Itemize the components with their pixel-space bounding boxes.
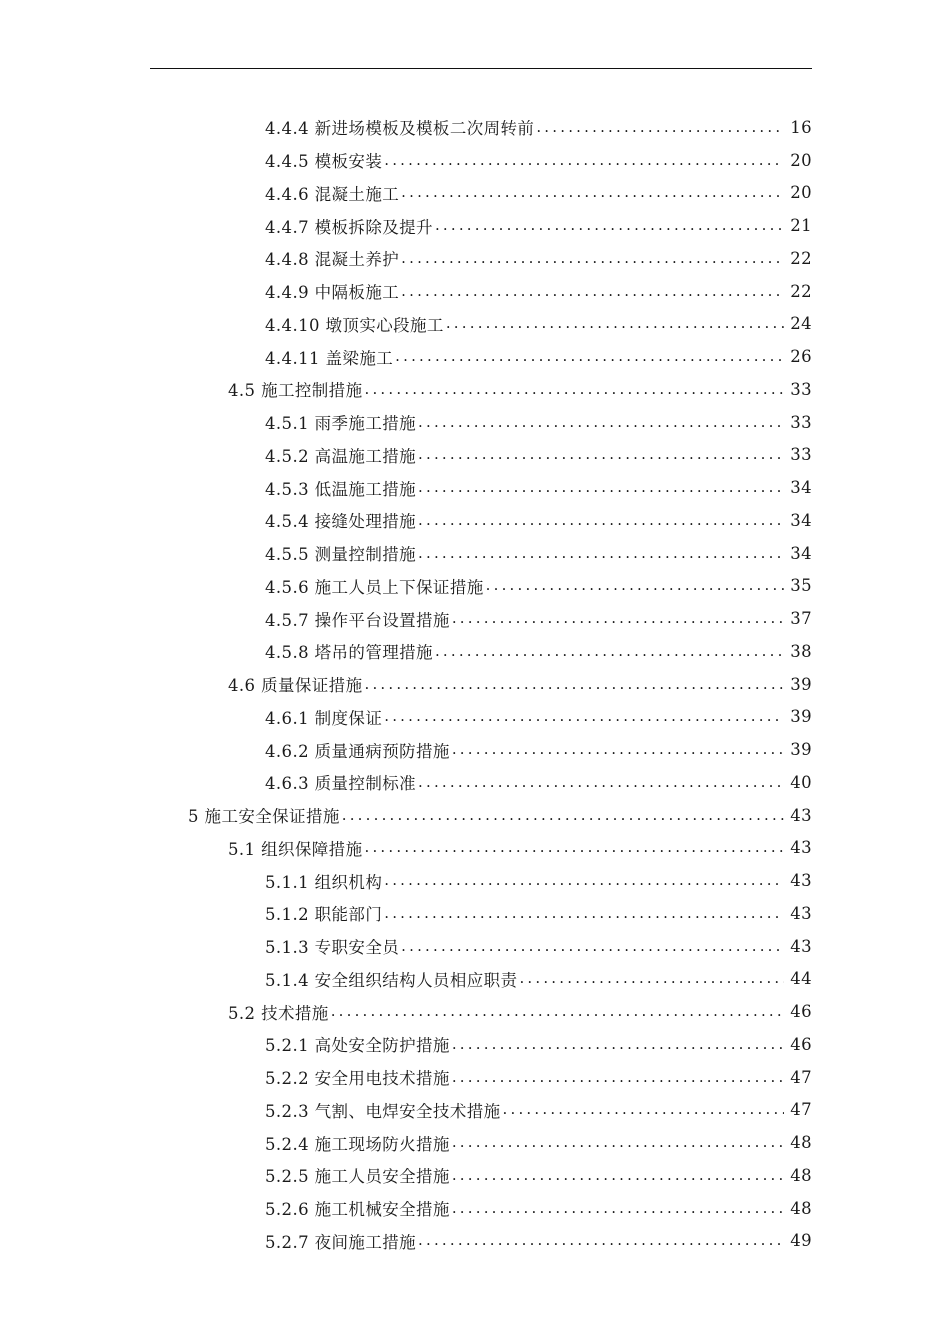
toc-entry-title: 4.5.6 施工人员上下保证措施 <box>265 577 484 597</box>
toc-page-number: 33 <box>790 412 812 432</box>
toc-page-number: 48 <box>790 1198 812 1218</box>
toc-page-number: 43 <box>790 903 812 923</box>
toc-page-number: 38 <box>790 641 812 661</box>
toc-page-number: 26 <box>790 347 812 367</box>
toc-dot-leader <box>536 120 784 135</box>
toc-dot-leader <box>446 316 784 331</box>
toc-page-number: 44 <box>790 969 812 989</box>
toc-dot-leader <box>418 480 784 495</box>
toc-page-number: 35 <box>790 576 812 596</box>
toc-page-number: 24 <box>790 314 812 334</box>
toc-entry[interactable] <box>0 930 950 963</box>
toc-entry[interactable] <box>0 439 950 472</box>
toc-entry-title: 5.2.3 气割、电焊安全技术措施 <box>265 1101 501 1121</box>
toc-dot-leader <box>401 939 784 954</box>
toc-entry[interactable] <box>0 1159 950 1192</box>
toc-entry[interactable] <box>0 602 950 635</box>
toc-dot-leader <box>452 1070 784 1085</box>
toc-entry[interactable] <box>0 373 950 406</box>
toc-page-number: 40 <box>790 772 812 792</box>
toc-page-number: 34 <box>790 510 812 530</box>
toc-entry[interactable] <box>0 635 950 668</box>
toc-entry-title: 5 施工安全保证措施 <box>188 807 340 827</box>
toc-entry[interactable] <box>0 1094 950 1127</box>
toc-page-number: 43 <box>790 838 812 858</box>
toc-dot-leader <box>435 644 784 659</box>
toc-dot-leader <box>452 742 784 757</box>
toc-dot-leader <box>418 513 784 528</box>
toc-entry[interactable] <box>0 177 950 210</box>
toc-entry-title: 4.4.8 混凝土养护 <box>265 250 400 270</box>
toc-dot-leader <box>486 578 784 593</box>
toc-entry[interactable] <box>0 799 950 832</box>
toc-page-number: 39 <box>790 740 812 760</box>
toc-entry[interactable] <box>0 1061 950 1094</box>
toc-entry-title: 5.1.1 组织机构 <box>265 872 383 892</box>
toc-entry[interactable] <box>0 995 950 1028</box>
toc-page-number: 37 <box>790 609 812 629</box>
toc-dot-leader <box>452 1135 784 1150</box>
toc-dot-leader <box>365 840 785 855</box>
toc-dot-leader <box>503 1102 784 1117</box>
toc-dot-leader <box>401 251 784 266</box>
toc-dot-leader <box>452 1201 784 1216</box>
toc-page-number: 33 <box>790 445 812 465</box>
toc-page-number: 43 <box>790 871 812 891</box>
toc-page-number: 47 <box>790 1100 812 1120</box>
toc-entry-title: 5.1 组织保障措施 <box>228 839 363 859</box>
toc-page-number: 46 <box>790 1002 812 1022</box>
toc-page-number: 49 <box>790 1231 812 1251</box>
toc-entry-title: 4.4.10 墩顶实心段施工 <box>265 315 444 335</box>
toc-entry-title: 4.5.5 测量控制措施 <box>265 545 417 565</box>
toc-entry[interactable] <box>0 504 950 537</box>
toc-entry-title: 4.4.9 中隔板施工 <box>265 283 400 303</box>
toc-page-number: 22 <box>790 281 812 301</box>
toc-dot-leader <box>401 185 784 200</box>
toc-entry[interactable] <box>0 963 950 996</box>
toc-page-number: 20 <box>790 150 812 170</box>
toc-dot-leader <box>401 284 784 299</box>
toc-dot-leader <box>519 971 784 986</box>
toc-page-number: 16 <box>790 117 812 137</box>
toc-entry-title: 4.6 质量保证措施 <box>228 676 363 696</box>
toc-entry-title: 4.5.8 塔吊的管理措施 <box>265 643 433 663</box>
toc-page-number: 48 <box>790 1165 812 1185</box>
toc-page-number: 39 <box>790 707 812 727</box>
toc-dot-leader <box>331 1004 784 1019</box>
toc-dot-leader <box>418 447 784 462</box>
toc-dot-leader <box>342 808 784 823</box>
toc-dot-leader <box>418 1233 784 1248</box>
toc-dot-leader <box>452 1037 784 1052</box>
toc-entry-title: 5.2.6 施工机械安全措施 <box>265 1200 450 1220</box>
toc-dot-leader <box>418 775 784 790</box>
toc-entry[interactable] <box>0 832 950 865</box>
toc-entry-title: 4.5.7 操作平台设置措施 <box>265 610 450 630</box>
toc-dot-leader <box>452 611 784 626</box>
toc-page-number: 22 <box>790 248 812 268</box>
toc-entry[interactable] <box>0 471 950 504</box>
toc-entry-title: 5.2 技术措施 <box>228 1003 329 1023</box>
table-of-contents <box>0 111 950 1257</box>
toc-entry-title: 4.5 施工控制措施 <box>228 381 363 401</box>
toc-dot-leader <box>418 415 784 430</box>
toc-page-number: 39 <box>790 674 812 694</box>
toc-page-number: 34 <box>790 478 812 498</box>
toc-dot-leader <box>384 153 784 168</box>
toc-entry-title: 4.4.6 混凝土施工 <box>265 184 400 204</box>
toc-page-number: 43 <box>790 936 812 956</box>
toc-entry-title: 5.2.4 施工现场防火措施 <box>265 1134 450 1154</box>
toc-entry[interactable] <box>0 275 950 308</box>
toc-entry[interactable] <box>0 308 950 341</box>
toc-entry[interactable] <box>0 766 950 799</box>
toc-entry[interactable] <box>0 1225 950 1258</box>
toc-entry[interactable] <box>0 340 950 373</box>
toc-dot-leader <box>384 873 784 888</box>
toc-entry[interactable] <box>0 570 950 603</box>
toc-entry[interactable] <box>0 1192 950 1225</box>
toc-entry[interactable] <box>0 111 950 144</box>
toc-dot-leader <box>384 906 784 921</box>
toc-dot-leader <box>365 382 785 397</box>
toc-entry-title: 5.1.3 专职安全员 <box>265 938 400 958</box>
toc-entry-title: 5.1.2 职能部门 <box>265 905 383 925</box>
toc-page-number: 21 <box>790 216 812 236</box>
toc-entry-title: 4.4.7 模板拆除及提升 <box>265 217 433 237</box>
toc-entry-title: 4.6.1 制度保证 <box>265 708 383 728</box>
toc-entry-title: 4.6.3 质量控制标准 <box>265 774 417 794</box>
toc-entry-title: 4.5.1 雨季施工措施 <box>265 414 417 434</box>
toc-entry-title: 5.2.7 夜间施工措施 <box>265 1232 417 1252</box>
toc-dot-leader <box>384 709 784 724</box>
toc-entry[interactable] <box>0 209 950 242</box>
toc-entry-title: 5.2.5 施工人员安全措施 <box>265 1167 450 1187</box>
toc-page-number: 47 <box>790 1067 812 1087</box>
toc-page-number: 33 <box>790 379 812 399</box>
toc-entry-title: 4.5.3 低温施工措施 <box>265 479 417 499</box>
toc-entry-title: 4.4.11 盖梁施工 <box>265 348 394 368</box>
toc-entry[interactable] <box>0 242 950 275</box>
toc-dot-leader <box>452 1168 784 1183</box>
toc-page-number: 48 <box>790 1133 812 1153</box>
toc-page-number: 34 <box>790 543 812 563</box>
toc-entry-title: 4.4.4 新进场模板及模板二次周转前 <box>265 119 535 139</box>
toc-entry[interactable] <box>0 897 950 930</box>
toc-dot-leader <box>435 218 784 233</box>
toc-entry[interactable] <box>0 668 950 701</box>
toc-dot-leader <box>365 677 785 692</box>
toc-entry[interactable] <box>0 406 950 439</box>
toc-entry-title: 5.2.2 安全用电技术措施 <box>265 1069 450 1089</box>
toc-entry[interactable] <box>0 144 950 177</box>
toc-entry[interactable] <box>0 864 950 897</box>
toc-entry[interactable] <box>0 1126 950 1159</box>
toc-entry[interactable] <box>0 701 950 734</box>
toc-entry[interactable] <box>0 537 950 570</box>
toc-dot-leader <box>418 546 784 561</box>
toc-dot-leader <box>395 349 784 364</box>
toc-entry-title: 5.2.1 高处安全防护措施 <box>265 1036 450 1056</box>
toc-entry-title: 4.5.4 接缝处理措施 <box>265 512 417 532</box>
toc-entry-title: 4.4.5 模板安装 <box>265 152 383 172</box>
toc-entry-title: 5.1.4 安全组织结构人员相应职责 <box>265 970 518 990</box>
header-rule <box>150 68 812 69</box>
toc-page-number: 43 <box>790 805 812 825</box>
toc-entry-title: 4.5.2 高温施工措施 <box>265 446 417 466</box>
toc-entry[interactable] <box>0 733 950 766</box>
toc-page-number: 46 <box>790 1034 812 1054</box>
toc-page-number: 20 <box>790 183 812 203</box>
toc-entry-title: 4.6.2 质量通病预防措施 <box>265 741 450 761</box>
toc-entry[interactable] <box>0 1028 950 1061</box>
